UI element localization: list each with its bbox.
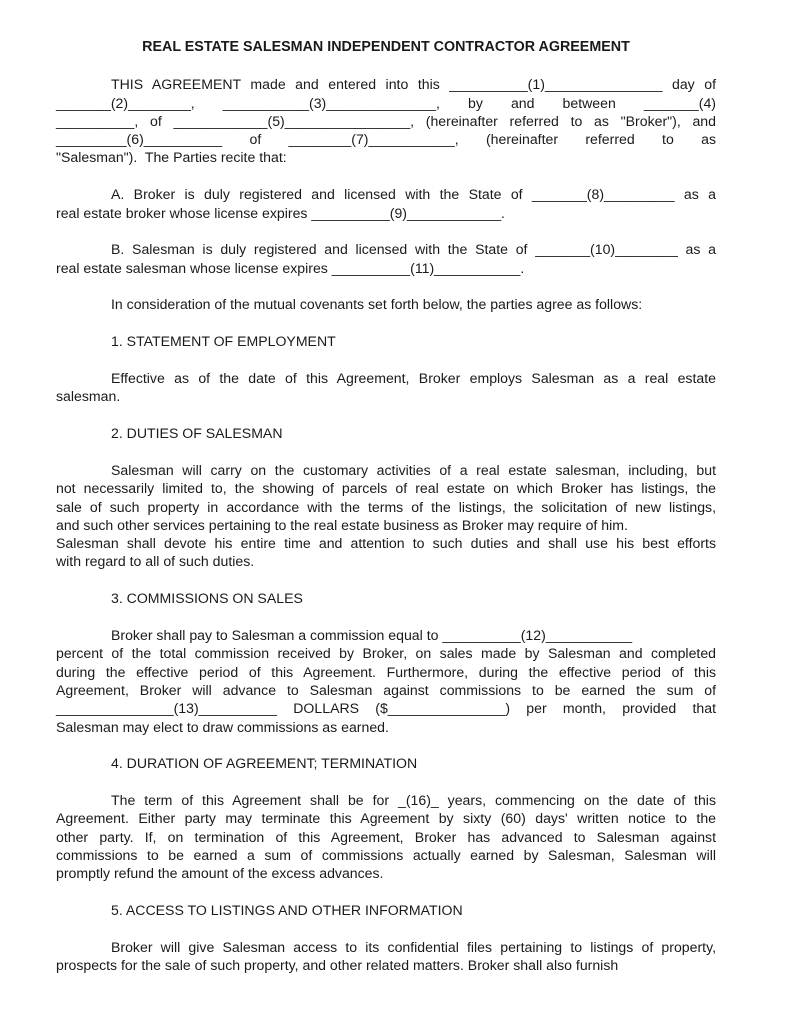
section-body <box>56 626 716 736</box>
recital-line: real estate salesman whose license expires __________(11)___________. <box>56 259 525 276</box>
body-line: during the effective period of this Agreement. Furthermore, during the effective period of this <box>56 663 716 680</box>
intro-line: _________(6)__________ of ________(7)___________, (hereinafter referred to as <box>56 131 716 148</box>
recital-line: A. Broker is duly registered and licensed with the State of _______(8)_________ as a <box>111 186 716 203</box>
consideration-paragraph <box>56 295 716 313</box>
body-line: Agreement. Either party may terminate this Agreement by sixty (60) days' written notice to the <box>56 810 716 827</box>
consideration-line: In consideration of the mutual covenants set forth below, the parties agree as follows: <box>111 296 643 313</box>
intro-line: THIS AGREEMENT made and entered into this __________(1)_______________ day of <box>111 76 716 93</box>
section-body <box>56 938 716 975</box>
body-line: with regard to all of such duties. <box>56 553 255 570</box>
body-line: percent of the total commission received by Broker, on sales made by Salesman and completed <box>56 645 716 662</box>
page-title: REAL ESTATE SALESMAN INDEPENDENT CONTRACTOR AGREEMENT <box>142 39 630 55</box>
body-line: Salesman shall devote his entire time and attention to such duties and shall use his best efforts <box>56 535 716 552</box>
body-line: Salesman may elect to draw commissions as earned. <box>56 718 389 735</box>
recital-line: B. Salesman is duly registered and licensed with the State of _______(10)________ as a <box>111 241 716 258</box>
body-line: Effective as of the date of this Agreement, Broker employs Salesman as a real estate <box>111 370 716 387</box>
recital-b <box>56 240 716 277</box>
body-line: other party. If, on termination of this Agreement, Broker has advanced to Salesman against <box>56 828 716 845</box>
section-heading: 2. DUTIES OF SALESMAN <box>111 425 283 442</box>
section-body <box>56 461 716 571</box>
body-line: prospects for the sale of such property, and other related matters. Broker shall also furnish <box>56 957 619 974</box>
intro-paragraph <box>56 75 716 166</box>
body-line: Broker shall pay to Salesman a commission equal to __________(12)___________ <box>111 627 633 644</box>
recital-a <box>56 185 716 222</box>
intro-line: __________, of ____________(5)________________, (hereinafter referred to as "Broker"), and <box>56 112 716 129</box>
body-line: and such other services pertaining to the real estate business as Broker may require of him. <box>56 516 628 533</box>
section-heading: 3. COMMISSIONS ON SALES <box>111 590 303 607</box>
body-line: promptly refund the amount of the excess advances. <box>56 865 384 882</box>
section-heading: 1. STATEMENT OF EMPLOYMENT <box>111 333 336 350</box>
body-line: Agreement, Broker will advance to Salesman against commissions to be earned the sum of <box>56 681 716 698</box>
section-heading: 4. DURATION OF AGREEMENT; TERMINATION <box>111 755 418 772</box>
intro-line: _______(2)________, ___________(3)______________, by and between _______(4) <box>56 94 716 111</box>
body-line: salesman. <box>56 388 121 405</box>
section-heading: 5. ACCESS TO LISTINGS AND OTHER INFORMATION <box>111 902 463 919</box>
intro-line: "Salesman"). The Parties recite that: <box>56 149 287 166</box>
body-line: Broker will give Salesman access to its confidential files pertaining to listings of property, <box>111 938 716 955</box>
body-line: Salesman will carry on the customary activities of a real estate salesman, including, but <box>111 461 716 478</box>
body-line: commissions to be earned a sum of commissions actually earned by Salesman, Salesman will <box>56 847 716 863</box>
body-line: sale of such property in accordance with the terms of the listings, the solicitation of new listings, <box>56 498 716 515</box>
body-line: The term of this Agreement shall be for _(16)_ years, commencing on the date of this <box>111 792 716 809</box>
body-line: _______________(13)__________ DOLLARS ($_______________) per month, provided that <box>56 700 716 717</box>
recital-line: real estate broker whose license expires __________(9)____________. <box>56 204 505 221</box>
section-body <box>56 369 716 406</box>
body-line: not necessarily limited to, the showing of parcels of real estate on which Broker has listings, the <box>56 480 716 497</box>
section-body <box>56 791 716 882</box>
